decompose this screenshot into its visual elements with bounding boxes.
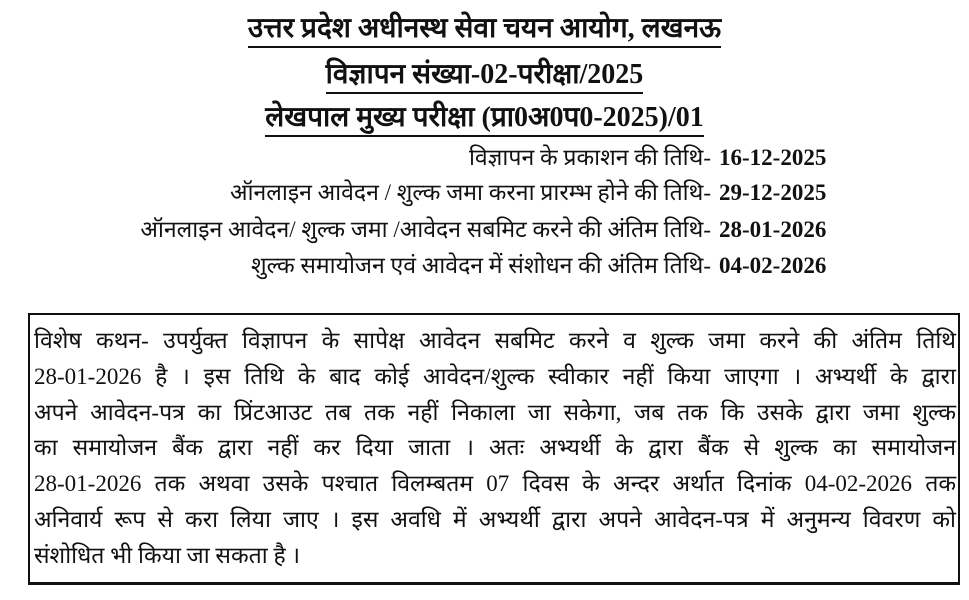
date-value: 28-01-2026 — [719, 217, 827, 242]
exam-title-heading — [0, 101, 969, 135]
organization-heading — [0, 12, 969, 46]
exam-title-text: लेखपाल मुख्य परीक्षा (प्रा0अ0प0-2025)/01 — [265, 102, 704, 137]
date-label: ऑनलाइन आवेदन/ शुल्क जमा /आवेदन सबमिट करने की अंतिम तिथि- — [140, 217, 711, 242]
date-label: ऑनलाइन आवेदन / शुल्क जमा करना प्रारम्भ होने की तिथि- — [229, 180, 711, 205]
notice-line: अनिवार्य रूप से करा लिया जाए । इस अवधि में अभ्यर्थी द्वारा अपने आवेदन-पत्र में अनुमन्य विवरण को — [34, 506, 956, 532]
notice-line: संशोधित भी किया जा सकता है । — [34, 542, 301, 568]
notice-line: 28-01-2026 है । इस तिथि के बाद कोई आवेदन/शुल्क स्वीकार नहीं किया जाएगा । अभ्यर्थी के द्वारा — [34, 363, 956, 389]
date-row-publication — [469, 143, 841, 173]
advertisement-number-text: विज्ञापन संख्या-02-परीक्षा/2025 — [326, 59, 644, 94]
notice-line: 28-01-2026 तक अथवा उसके पश्चात विलम्बतम 07 दिवस के अन्दर अर्थात दिनांक 04-02-2026 तक — [34, 471, 956, 497]
date-value: 04-02-2026 — [719, 253, 827, 278]
date-label: विज्ञापन के प्रकाशन की तिथि- — [468, 145, 711, 170]
advertisement-number-heading — [0, 58, 969, 92]
date-value: 29-12-2025 — [719, 180, 827, 205]
notice-line: का समायोजन बैंक द्वारा नहीं कर दिया जाता । अतः अभ्यर्थी के द्वारा बैंक से शुल्क का समायोजन — [34, 435, 956, 461]
date-row-fee-adjustment-last — [251, 251, 841, 281]
notice-line: विशेष कथन- उपर्युक्त विज्ञापन के सापेक्ष आवेदन सबमिट करने व शुल्क जमा करने की अंतिम तिथि — [34, 328, 956, 353]
date-value: 16-12-2025 — [719, 145, 827, 170]
special-notice-box — [28, 313, 960, 585]
notice-line: अपने आवेदन-पत्र का प्रिंटआउट तब तक नहीं निकाला जा सकेगा, जब तक कि उसके द्वारा जमा शुल्क — [34, 399, 956, 425]
date-row-application-start — [230, 178, 841, 208]
organization-text: उत्तर प्रदेश अधीनस्थ सेवा चयन आयोग, लखनऊ — [248, 13, 721, 48]
date-label: शुल्क समायोजन एवं आवेदन में संशोधन की अंतिम तिथि- — [250, 253, 711, 278]
date-row-application-last — [140, 215, 841, 245]
